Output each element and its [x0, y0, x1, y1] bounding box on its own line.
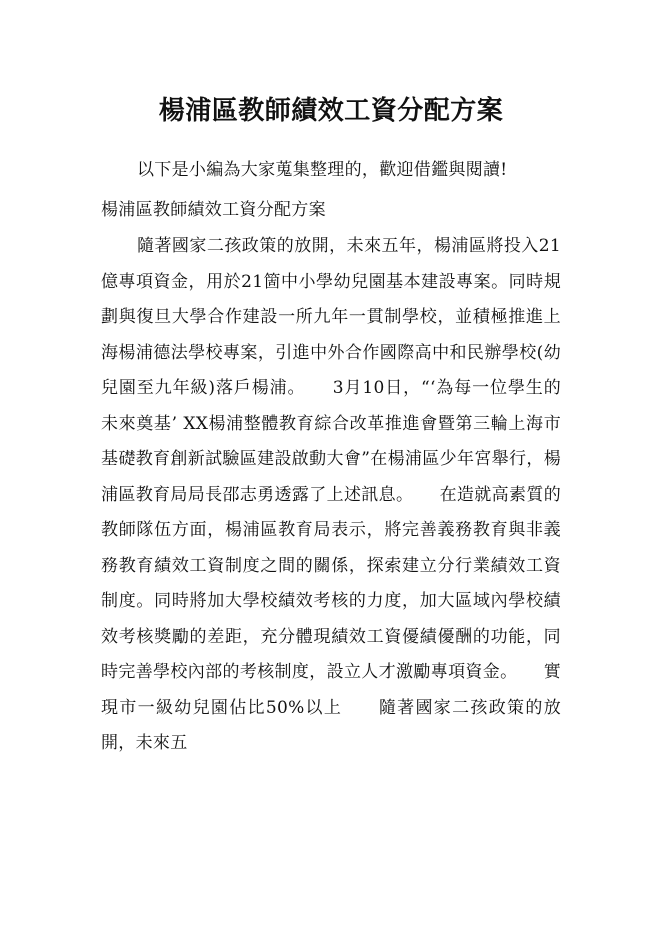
intro-paragraph: 以下是小編為大家蒐集整理的，歡迎借鑑與閱讀! [137, 160, 508, 180]
body-paragraph: 隨著國家二孩政策的放開，未來五年，楊浦區將投入21億專項資金，用於21箇中小學幼兒園基本建設專案。同時規劃與復旦大學合作建設一所九年一貫制學校，並積極推進上海楊浦德法學校專案，引進中外合作國際高中和民辦學校(幼兒園至九年級)落戶楊浦。 3月10日，“‘為每一位學生的未來奠基’ XX楊浦整體教育綜合改革推進會暨第三輪上海市基礎教育創新試驗區建設啟動大會”在楊浦區少年宮舉行，楊浦區教育局局長邵志勇透露了上述訊息。 在造就高素質的教師隊伍方面，楊浦區教育局表示，將完善義務教育與非義務教育績效工資制度之間的關係，探索建立分行業績效工資制度。同時將加大學校績效考核的力度，加大區域內學校績效考核獎勵的差距，充分體現績效工資優績優酬的功能，同時完善學校內部的考核制度，設立人才激勵專項資金。 實現市一級幼兒園佔比50%以上 隨著國家二孩政策的放開，未來五 [101, 236, 561, 753]
document-title: 楊浦區教師績效工資分配方案 [158, 96, 504, 126]
subtitle-line: 楊浦區教師績效工資分配方案 [101, 200, 326, 220]
